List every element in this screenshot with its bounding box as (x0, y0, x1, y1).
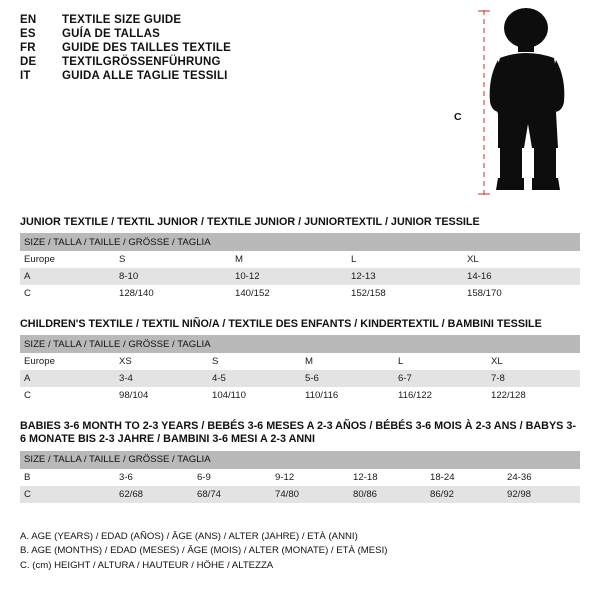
row-label: B (20, 469, 115, 486)
language-code: DE (20, 56, 37, 68)
cell: 110/116 (301, 387, 394, 404)
section-title: CHILDREN'S TEXTILE / TEXTIL NIÑO/A / TEXTILE DES ENFANTS / KINDERTEXTIL / BAMBINI TESSILE (20, 318, 542, 330)
language-title-block (20, 14, 440, 84)
size-table-babies (20, 451, 580, 503)
cell: 152/158 (347, 285, 463, 302)
cell: 3-4 (115, 370, 208, 387)
language-title: GUIDA ALLE TAGLIE TESSILI (62, 70, 228, 82)
language-code: ES (20, 28, 36, 40)
size-header-label: SIZE / TALLA / TAILLE / GRÖSSE / TAGLIA (20, 451, 580, 469)
language-row (20, 56, 440, 68)
section-title: BABIES 3-6 MONTH TO 2-3 YEARS / BEBÉS 3-6 MESES A 2-3 AÑOS / BÉBÉS 3-6 MOIS À 2-3 ANS / BABYS 3-6 MONATE BIS 2-3 JAHRE / BAMBINI 3-6 MESI A 2-3 ANNI (20, 420, 576, 446)
language-title: GUIDE DES TAILLES TEXTILE (62, 42, 231, 54)
cell: 68/74 (193, 486, 271, 503)
cell: 128/140 (115, 285, 231, 302)
language-title: TEXTILGRÖSSENFÜHRUNG (62, 56, 221, 68)
cell: 7-8 (487, 370, 580, 387)
measurement-figure (450, 6, 590, 201)
row-label: C (20, 387, 115, 404)
cell: 9-12 (271, 469, 349, 486)
language-code: FR (20, 42, 36, 54)
cell: 122/128 (487, 387, 580, 404)
cell: 8-10 (115, 268, 231, 285)
cell: S (208, 353, 301, 370)
size-table-children (20, 335, 580, 404)
language-title: GUÍA DE TALLAS (62, 28, 160, 40)
cell: 74/80 (271, 486, 349, 503)
row-label: A (20, 268, 115, 285)
table-header-row (20, 233, 580, 251)
language-row (20, 70, 440, 82)
row-label: C (20, 486, 115, 503)
row-label: Europe (20, 251, 115, 268)
legend-line-a: A. AGE (YEARS) / EDAD (AÑOS) / ÂGE (ANS) / ALTER (JAHRE) / ETÀ (ANNI) (20, 531, 358, 542)
section-junior (20, 216, 580, 302)
row-label: A (20, 370, 115, 387)
language-code: EN (20, 14, 37, 26)
cell: 18-24 (426, 469, 503, 486)
language-row (20, 42, 440, 54)
row-label: Europe (20, 353, 115, 370)
size-table-junior (20, 233, 580, 302)
cell: M (231, 251, 347, 268)
cell: L (347, 251, 463, 268)
cell: 116/122 (394, 387, 487, 404)
cell: 98/104 (115, 387, 208, 404)
cell: 80/86 (349, 486, 426, 503)
language-title: TEXTILE SIZE GUIDE (62, 14, 182, 26)
cell: S (115, 251, 231, 268)
table-header-row (20, 335, 580, 353)
cell: 24-36 (503, 469, 580, 486)
cell: M (301, 353, 394, 370)
cell: 14-16 (463, 268, 580, 285)
cell: 10-12 (231, 268, 347, 285)
cell: 86/92 (426, 486, 503, 503)
table-row (20, 251, 580, 268)
height-measure-label: C (454, 111, 462, 123)
cell: 3-6 (115, 469, 193, 486)
section-babies (20, 420, 580, 503)
language-code: IT (20, 70, 31, 82)
cell: 6-9 (193, 469, 271, 486)
cell: 104/110 (208, 387, 301, 404)
cell: 62/68 (115, 486, 193, 503)
cell: L (394, 353, 487, 370)
language-row (20, 28, 440, 40)
language-row (20, 14, 440, 26)
table-row (20, 370, 580, 387)
cell: 140/152 (231, 285, 347, 302)
cell: 5-6 (301, 370, 394, 387)
cell: XS (115, 353, 208, 370)
table-row (20, 469, 580, 486)
cell: 92/98 (503, 486, 580, 503)
table-row (20, 268, 580, 285)
legend-line-c: C. (cm) HEIGHT / ALTURA / HAUTEUR / HÖHE / ALTEZZA (20, 559, 274, 571)
cell: 12-13 (347, 268, 463, 285)
cell: 6-7 (394, 370, 487, 387)
table-row (20, 285, 580, 302)
cell: 158/170 (463, 285, 580, 302)
cell: XL (487, 353, 580, 370)
section-title: JUNIOR TEXTILE / TEXTIL JUNIOR / TEXTILE JUNIOR / JUNIORTEXTIL / JUNIOR TESSILE (20, 216, 480, 228)
table-row (20, 486, 580, 503)
row-label: C (20, 285, 115, 302)
child-silhouette-icon (470, 6, 590, 201)
section-children (20, 318, 580, 404)
size-header-label: SIZE / TALLA / TAILLE / GRÖSSE / TAGLIA (20, 233, 580, 251)
table-row (20, 353, 580, 370)
legend-block (20, 530, 580, 573)
cell: XL (463, 251, 580, 268)
table-row (20, 387, 580, 404)
legend-line-b: B. AGE (MONTHS) / EDAD (MESES) / ÂGE (MOIS) / ALTER (MONATE) / ETÀ (MESI) (20, 545, 388, 557)
table-header-row (20, 451, 580, 469)
size-header-label: SIZE / TALLA / TAILLE / GRÖSSE / TAGLIA (20, 335, 580, 353)
cell: 12-18 (349, 469, 426, 486)
cell: 4-5 (208, 370, 301, 387)
